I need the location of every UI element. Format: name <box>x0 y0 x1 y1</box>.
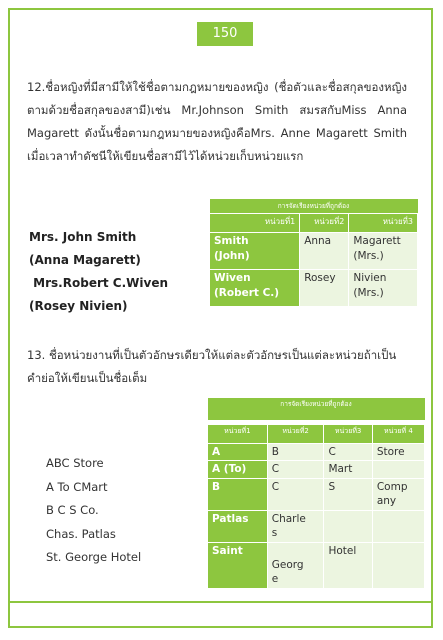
table-2 <box>207 398 425 589</box>
table-1-header: หน่วยที่3 <box>349 214 418 233</box>
table-cell: S <box>324 479 372 511</box>
table-cell: B <box>208 479 268 511</box>
table-cell: A (To) <box>208 461 268 479</box>
table-cell: Nivien (Mrs.) <box>349 270 418 307</box>
table-cell <box>372 461 424 479</box>
list-item: ABC Store <box>46 456 104 470</box>
table-2-header: หน่วยที่3 <box>324 425 372 444</box>
org-names-list <box>46 452 141 570</box>
table-cell: Hotel <box>324 543 372 589</box>
table-cell <box>372 511 424 543</box>
table-cell <box>372 543 424 589</box>
table-cell: Rosey <box>300 270 349 307</box>
table-cell: C <box>324 444 372 461</box>
table-cell: C <box>267 461 324 479</box>
table-cell: Saint <box>208 543 268 589</box>
bottom-rule <box>10 601 431 603</box>
list-item: St. George Hotel <box>46 550 142 564</box>
item-13-paragraph: 13. ชื่อหน่วยงานที่เป็นตัวอักษรเดียวให้แต่ละตัวอักษรเป็นแต่ละหน่วยถ้าเป็นคำย่อให้เขียนเป็นชื่อเต็ม <box>27 348 397 385</box>
table-cell: Wiven (Robert C.) <box>210 270 300 307</box>
table-cell: Mart <box>324 461 372 479</box>
table-row <box>210 270 418 307</box>
table-row <box>210 233 418 270</box>
list-item: Chas. Patlas <box>46 526 116 541</box>
table-1-title: การจัดเรียงหน่วยที่ถูกต้อง <box>210 199 418 214</box>
table-row <box>208 479 425 511</box>
table-cell: Smith (John) <box>210 233 300 270</box>
list-item: A To CMart <box>46 479 108 494</box>
item-12-paragraph: 12.ชื่อหญิงที่มีสามีให้ใช้ชื่อตามกฎหมายของหญิง (ชื่อตัวและชื่อสกุลของหญิงตามด้วยชื่อสกุลของสามี)เช่น Mr.Johnson Smith สมรสกับMiss Anna Magarett ดังนั้นชื่อตามกฎหมายของหญิงคือMrs. Anne Magarett Smith เมื่อเวลาทำดัชนีให้เขียนชื่อสามีไว้ได้หน่วยเก็บหน่วยแรก <box>27 80 407 163</box>
table-cell: Magarett (Mrs.) <box>349 233 418 270</box>
list-item: B C S Co. <box>46 503 99 517</box>
table-cell: Georg e <box>267 543 324 589</box>
name-line: Mrs.Robert C.Wiven <box>29 276 169 290</box>
table-1 <box>209 199 418 307</box>
table-2-title: การจัดเรียงหน่วยที่ถูกต้อง <box>208 398 425 420</box>
table-1-header: หน่วยที่1 <box>210 214 300 233</box>
table-row <box>208 444 425 461</box>
table-row <box>208 461 425 479</box>
table-cell <box>324 511 372 543</box>
table-cell: Patlas <box>208 511 268 543</box>
table-cell: Anna <box>300 233 349 270</box>
table-cell: C <box>267 479 324 511</box>
table-2-header: หน่วยที่2 <box>267 425 324 444</box>
table-2-header: หน่วยที่ 4 <box>372 425 424 444</box>
page-number: 150 <box>197 22 253 46</box>
table-cell: Charle s <box>267 511 324 543</box>
table-1-header: หน่วยที่2 <box>300 214 349 233</box>
table-2-header: หน่วยที่1 <box>208 425 268 444</box>
name-line: (Rosey Nivien) <box>29 299 128 313</box>
table-row <box>208 543 425 589</box>
name-line: (Anna Magarett) <box>29 253 141 267</box>
table-cell: B <box>267 444 324 461</box>
name-line: Mrs. John Smith <box>29 230 137 244</box>
names-list <box>29 226 168 318</box>
table-cell: A <box>208 444 268 461</box>
table-row <box>208 511 425 543</box>
table-cell: Store <box>372 444 424 461</box>
table-cell: Comp any <box>372 479 424 511</box>
